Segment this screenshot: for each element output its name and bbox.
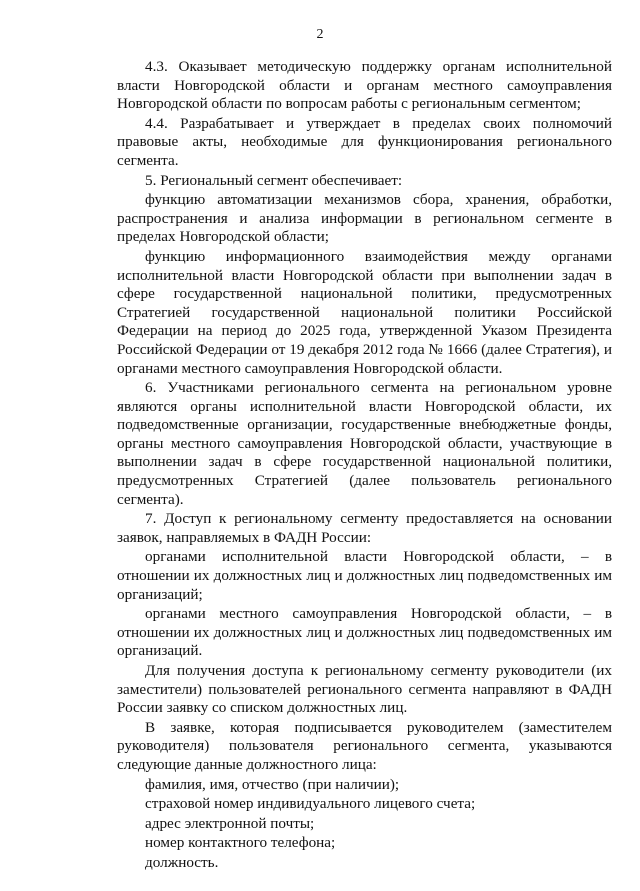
list-item-insurance-number: страховой номер индивидуального лицевого счета; <box>145 795 476 813</box>
paragraph-request-contents: В заявке, которая подписывается руководителем (заместителем руководителя) пользователя регионального сегмента, указываются следующие данные должностного лица: <box>117 718 612 773</box>
paragraph-access-request: Для получения доступа к региональному сегменту руководители (их заместители) пользователей регионального сегмента направляют в ФАДН России заявку со списком должностных лиц. <box>117 662 612 717</box>
paragraph-7-item-1: органами исполнительной власти Новгородской области, – в отношении их должностных лиц и должностных лиц подведомственных им организаций; <box>117 548 612 603</box>
document-body <box>117 58 612 874</box>
list-item-phone: номер контактного телефона; <box>145 834 336 852</box>
paragraph-5: 5. Региональный сегмент обеспечивает: <box>145 171 403 189</box>
paragraph-5-item-2: функцию информационного взаимодействия между органами исполнительной власти Новгородской области при выполнении задач в сфере государственной национальной политики, предусмотренных Стратегией государственной национальной политики Российской Федерации на период до 2025 года, утвержденной Указом Президента Российской Федерации от 19 декабря 2012 года № 1666 (далее Стратегия), и органами местного самоуправления Новгородской области. <box>117 247 612 377</box>
paragraph-6: 6. Участниками регионального сегмента на региональном уровне являются органы исполнительной власти Новгородской области, их подведомственные организации, государственные внебюджетные фонды, органы местного самоуправления Новгородской области, участвующие в выполнении задач в сфере государственной национальной политики, предусмотренных Стратегией (далее пользователь регионального сегмента). <box>117 379 612 508</box>
paragraph-7-item-2: органами местного самоуправления Новгородской области, – в отношении их должностных лиц и должностных лиц подведомственных им организаций. <box>117 605 612 660</box>
list-item-email: адрес электронной почты; <box>145 814 315 832</box>
paragraph-7: 7. Доступ к региональному сегменту предоставляется на основании заявок, направляемых в ФАДН России: <box>117 510 612 546</box>
list-item-position: должность. <box>145 853 219 871</box>
page-number: 2 <box>316 27 324 42</box>
paragraph-5-item-1: функцию автоматизации механизмов сбора, хранения, обработки, распространения и анализа информации в региональном сегменте в пределах Новгородской области; <box>117 191 612 246</box>
paragraph-4-3: 4.3. Оказывает методическую поддержку органам исполнительной власти Новгородской области и органам местного самоуправления Новгородской области по вопросам работы с региональным сегментом; <box>117 58 612 113</box>
list-item-full-name: фамилия, имя, отчество (при наличии); <box>145 775 400 793</box>
paragraph-4-4: 4.4. Разрабатывает и утверждает в пределах своих полномочий правовые акты, необходимые для функционирования регионального сегмента. <box>117 114 612 169</box>
